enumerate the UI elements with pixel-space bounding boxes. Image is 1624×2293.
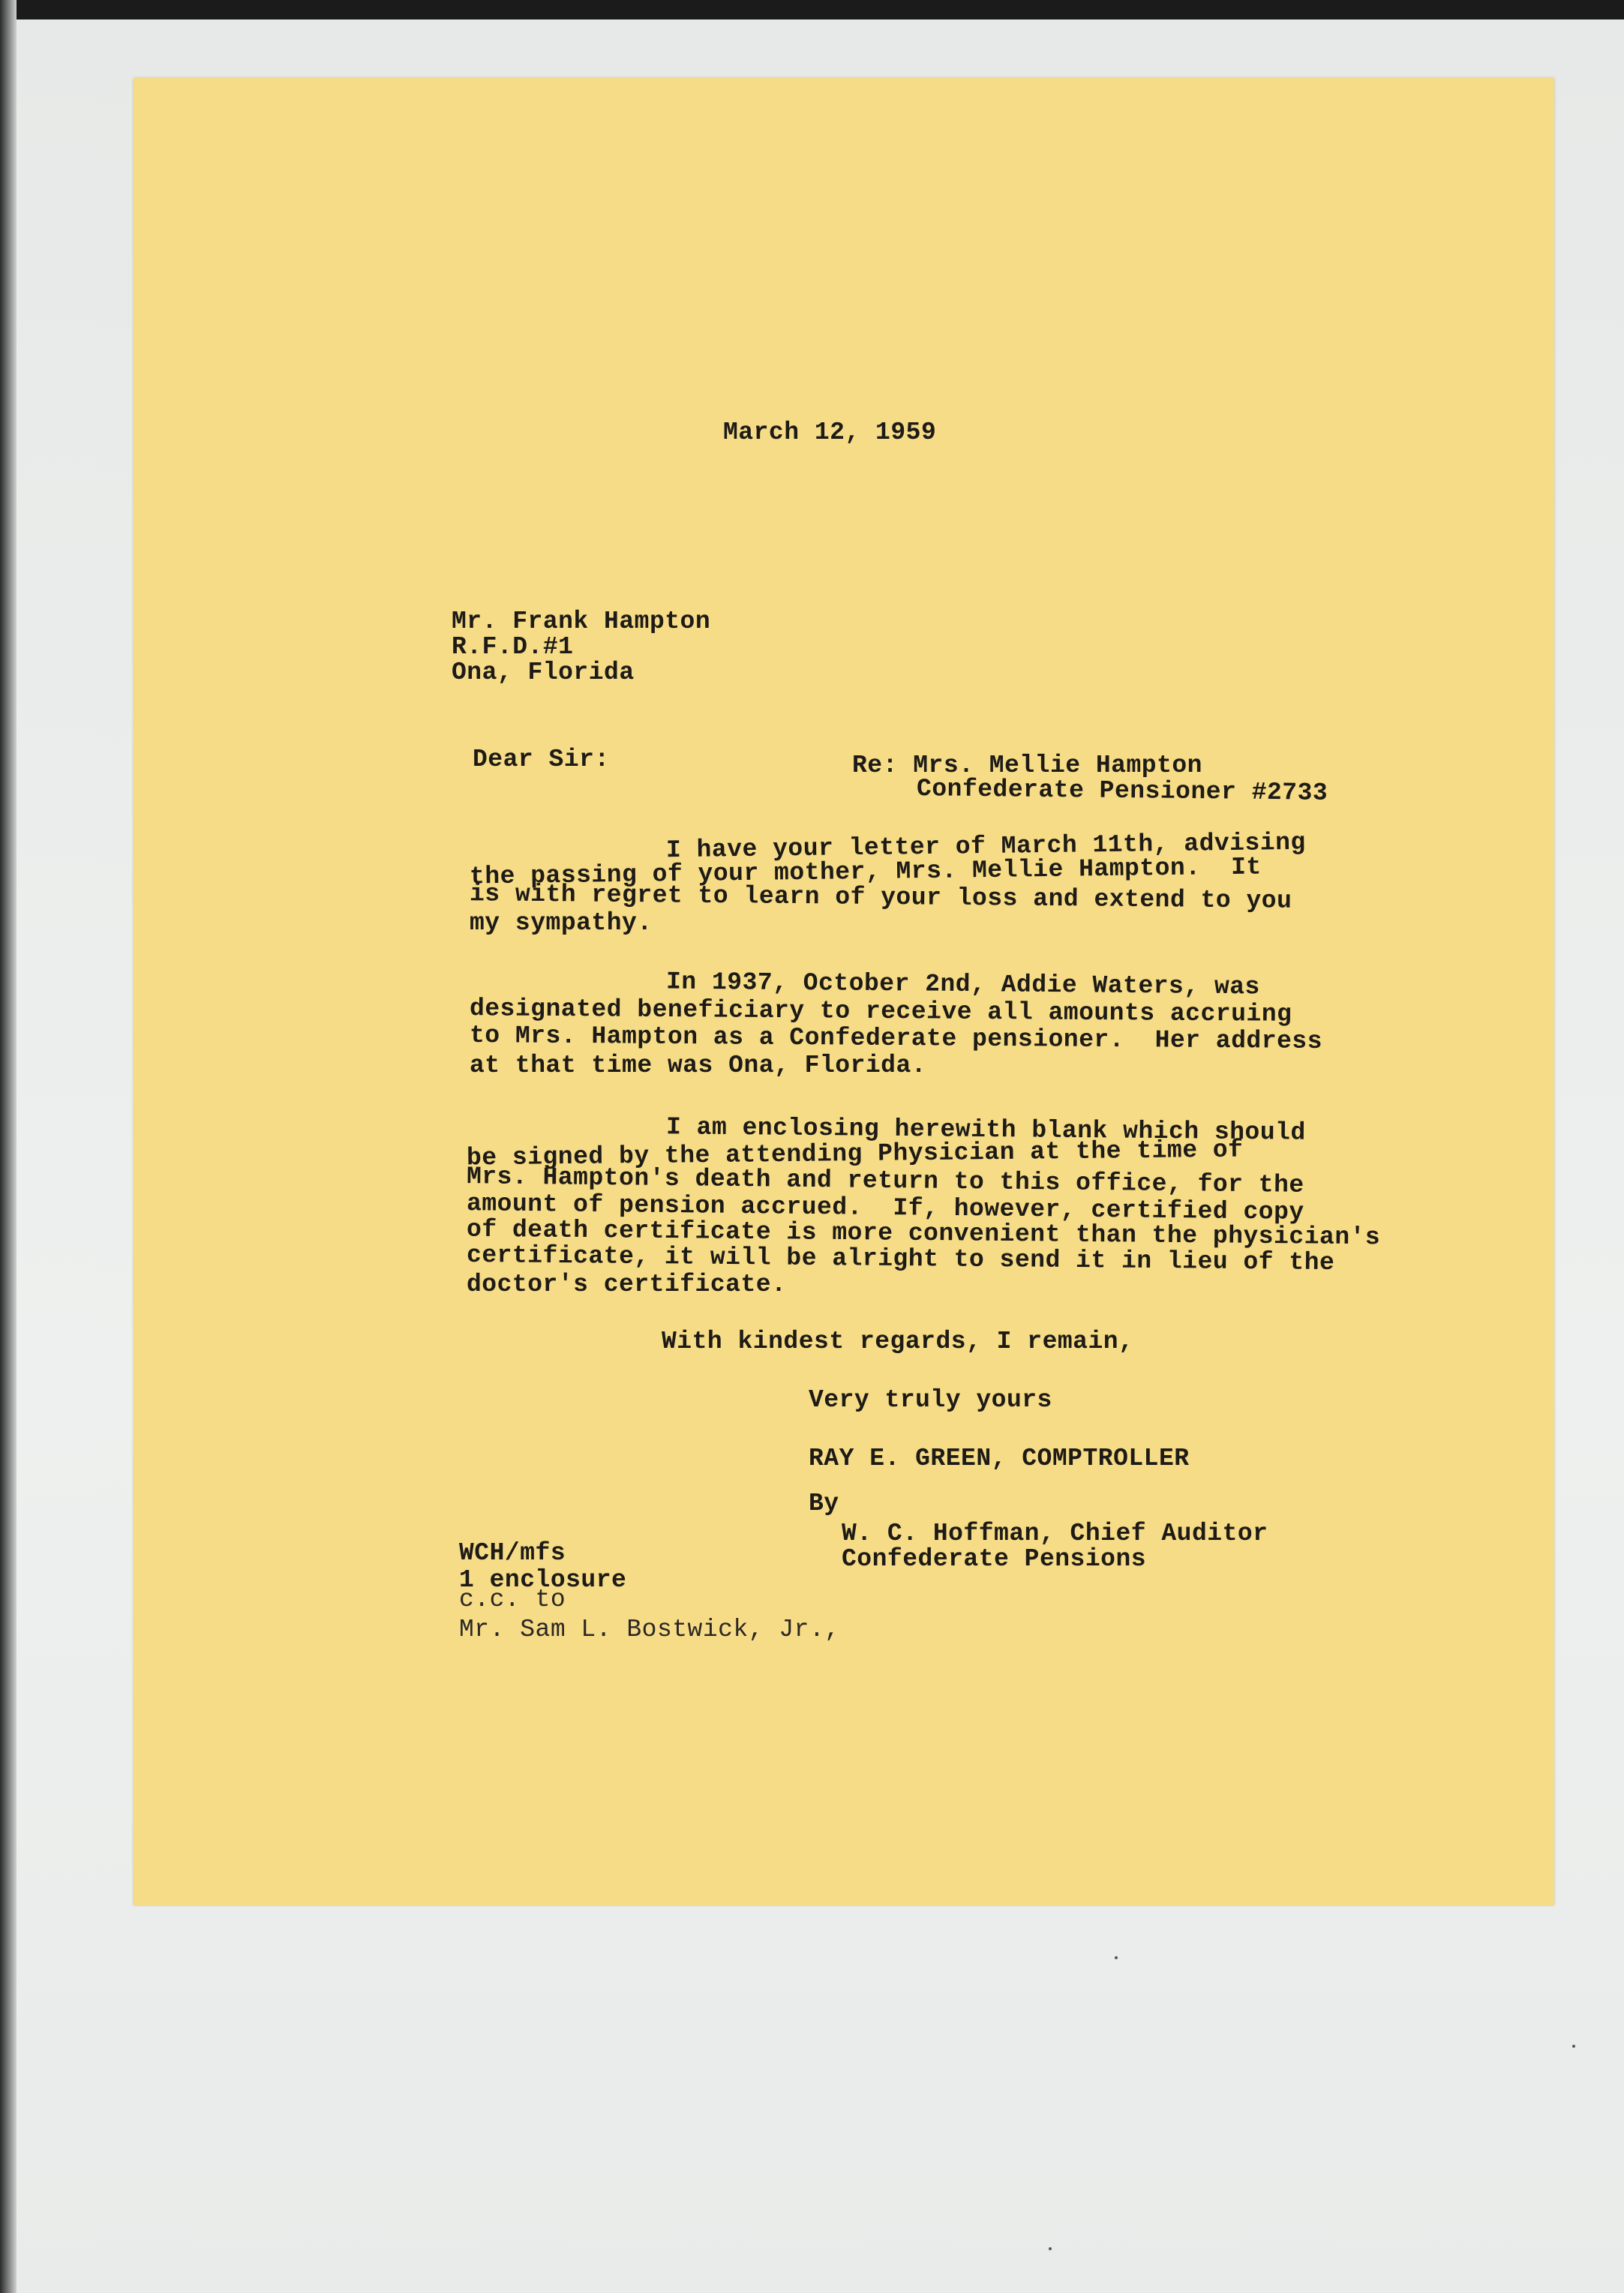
paragraph-3-line: of death certificate is more convenient than the physician's [466, 1215, 1381, 1252]
enclosure-note: 1 enclosure [459, 1566, 627, 1594]
paragraph-3-line: be signed by the attending Physician at the time of [466, 1136, 1244, 1172]
paragraph-1-line: the passing of your mother, Mrs. Mellie Hampton. It [469, 853, 1262, 891]
typist-initials: WCH/mfs [459, 1539, 566, 1567]
paragraph-2-line: to Mrs. Hampton as a Confederate pensioner. Her address [469, 1022, 1323, 1055]
paragraph-3-line: doctor's certificate. [467, 1271, 787, 1298]
recipient-name: Mr. Frank Hampton [452, 608, 711, 635]
scan-speck [1049, 2247, 1052, 2250]
paragraph-3-line: amount of pension accrued. If, however, certified copy [466, 1190, 1304, 1226]
salutation: Dear Sir: [473, 746, 610, 773]
signer-name: W. C. Hoffman, Chief Auditor [842, 1520, 1268, 1547]
letter-date: March 12, 1959 [723, 419, 937, 446]
by-line: By [809, 1490, 839, 1517]
paragraph-2-line: In 1937, October 2nd, Addie Waters, was [665, 968, 1260, 1001]
recipient-address-line1: R.F.D.#1 [452, 633, 574, 661]
scan-speck [1115, 1956, 1118, 1959]
paragraph-1-line: is with regret to learn of your loss and extend to you [469, 880, 1292, 915]
paragraph-3-line: certificate, it will be alright to send it in lieu of the [466, 1241, 1335, 1277]
scanner-top-edge [0, 0, 1624, 20]
cc-recipient: Mr. Sam L. Bostwick, Jr., [459, 1616, 840, 1643]
paragraph-1-line: my sympathy. [470, 909, 653, 937]
paragraph-3-line: Mrs. Hampton's death and return to this office, for the [466, 1163, 1304, 1199]
re-line2: Confederate Pensioner #2733 [916, 775, 1328, 807]
paragraph-1-line: I have your letter of March 11th, advising [665, 828, 1306, 865]
recipient-address-line2: Ona, Florida [452, 659, 635, 686]
letter-page [134, 78, 1554, 1905]
valediction: Very truly yours [809, 1386, 1052, 1414]
scan-speck [1572, 2045, 1575, 2048]
paragraph-2-line: at that time was Ona, Florida. [470, 1052, 927, 1079]
closing-line: With kindest regards, I remain, [662, 1328, 1134, 1355]
signer-department: Confederate Pensions [842, 1545, 1147, 1573]
re-line1: Re: Mrs. Mellie Hampton [852, 752, 1202, 779]
paragraph-3-line: I am enclosing herewith blank which should [665, 1113, 1306, 1147]
signatory-office: RAY E. GREEN, COMPTROLLER [809, 1445, 1190, 1472]
scanner-left-edge [0, 0, 17, 2293]
paragraph-2-line: designated beneficiary to receive all amounts accruing [469, 995, 1292, 1028]
cc-label: c.c. to [459, 1586, 566, 1613]
